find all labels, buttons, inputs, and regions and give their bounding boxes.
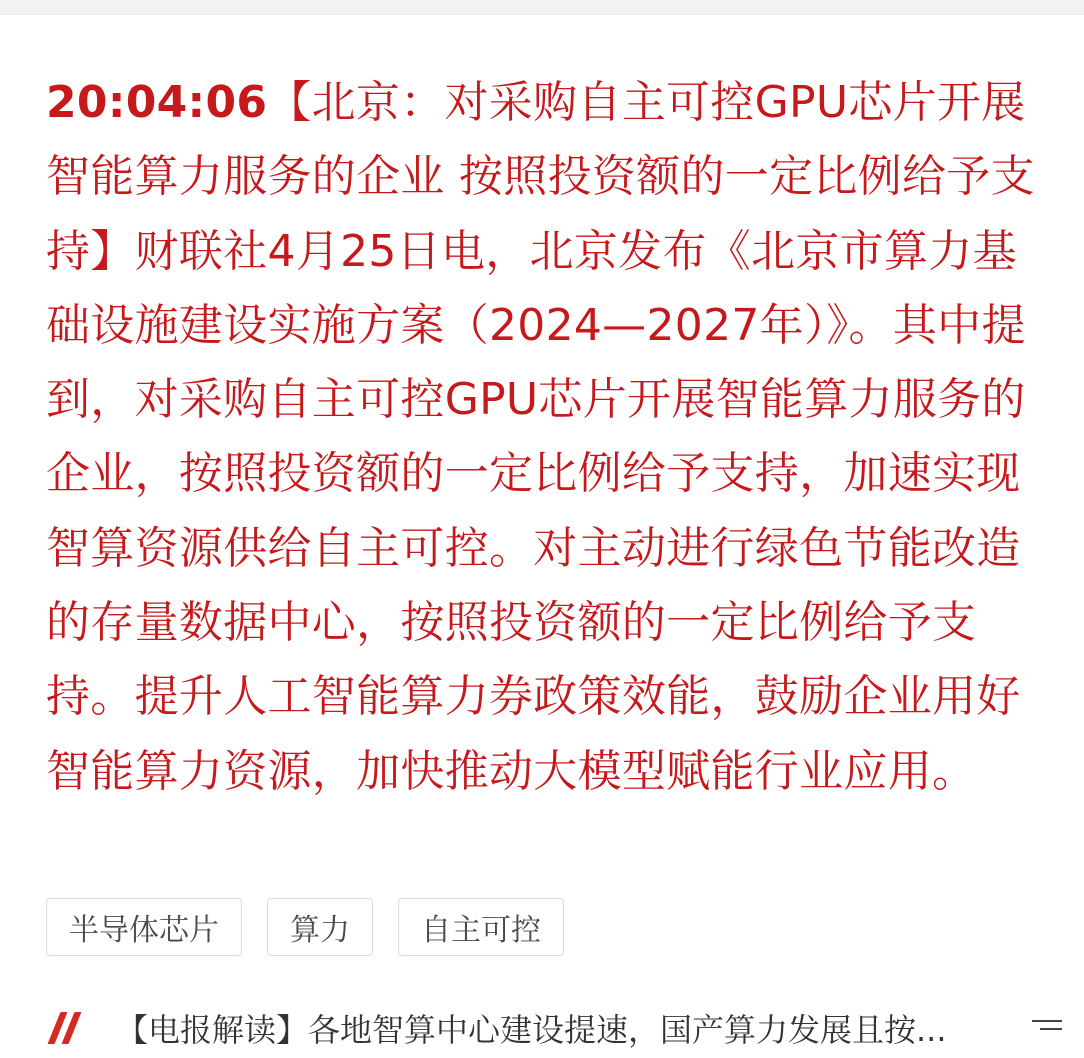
article-text: 【北京：对采购自主可控GPU芯片开展智能算力服务的企业 按照投资额的一定比例给予支持】财联社4月25日电，北京发布《北京市算力基础设施建设实施方案（2024—2027年）》。其中提到，对采购自主可控GPU芯片开展智能算力服务的企业，按照投资额的一定比例给予支持，加速实现智算资源供给自主可控。对主动进行绿色节能改造的存量数据中心，按照投资额的一定比例给予支持。提升人工智能算力券政策效能，鼓励企业用好智能算力资源，加快推动大模型赋能行业应用。	[46, 77, 1035, 797]
article-time: 20:04:06	[46, 77, 268, 128]
article-body	[46, 66, 1046, 809]
tag-list	[46, 898, 564, 956]
related-news-title: 【电报解读】各地智算中心建设提速，国产算力发展且按...	[116, 1011, 947, 1049]
top-bar	[0, 0, 1084, 15]
tag-self-controllable[interactable]: 自主可控	[398, 898, 564, 956]
tag-computing-power[interactable]: 算力	[267, 898, 373, 956]
tag-semiconductor-chip[interactable]: 半导体芯片	[46, 898, 242, 956]
related-news-item[interactable]	[46, 998, 1056, 1058]
double-slash-icon	[46, 1008, 86, 1048]
menu-lines-icon	[1024, 1016, 1062, 1042]
